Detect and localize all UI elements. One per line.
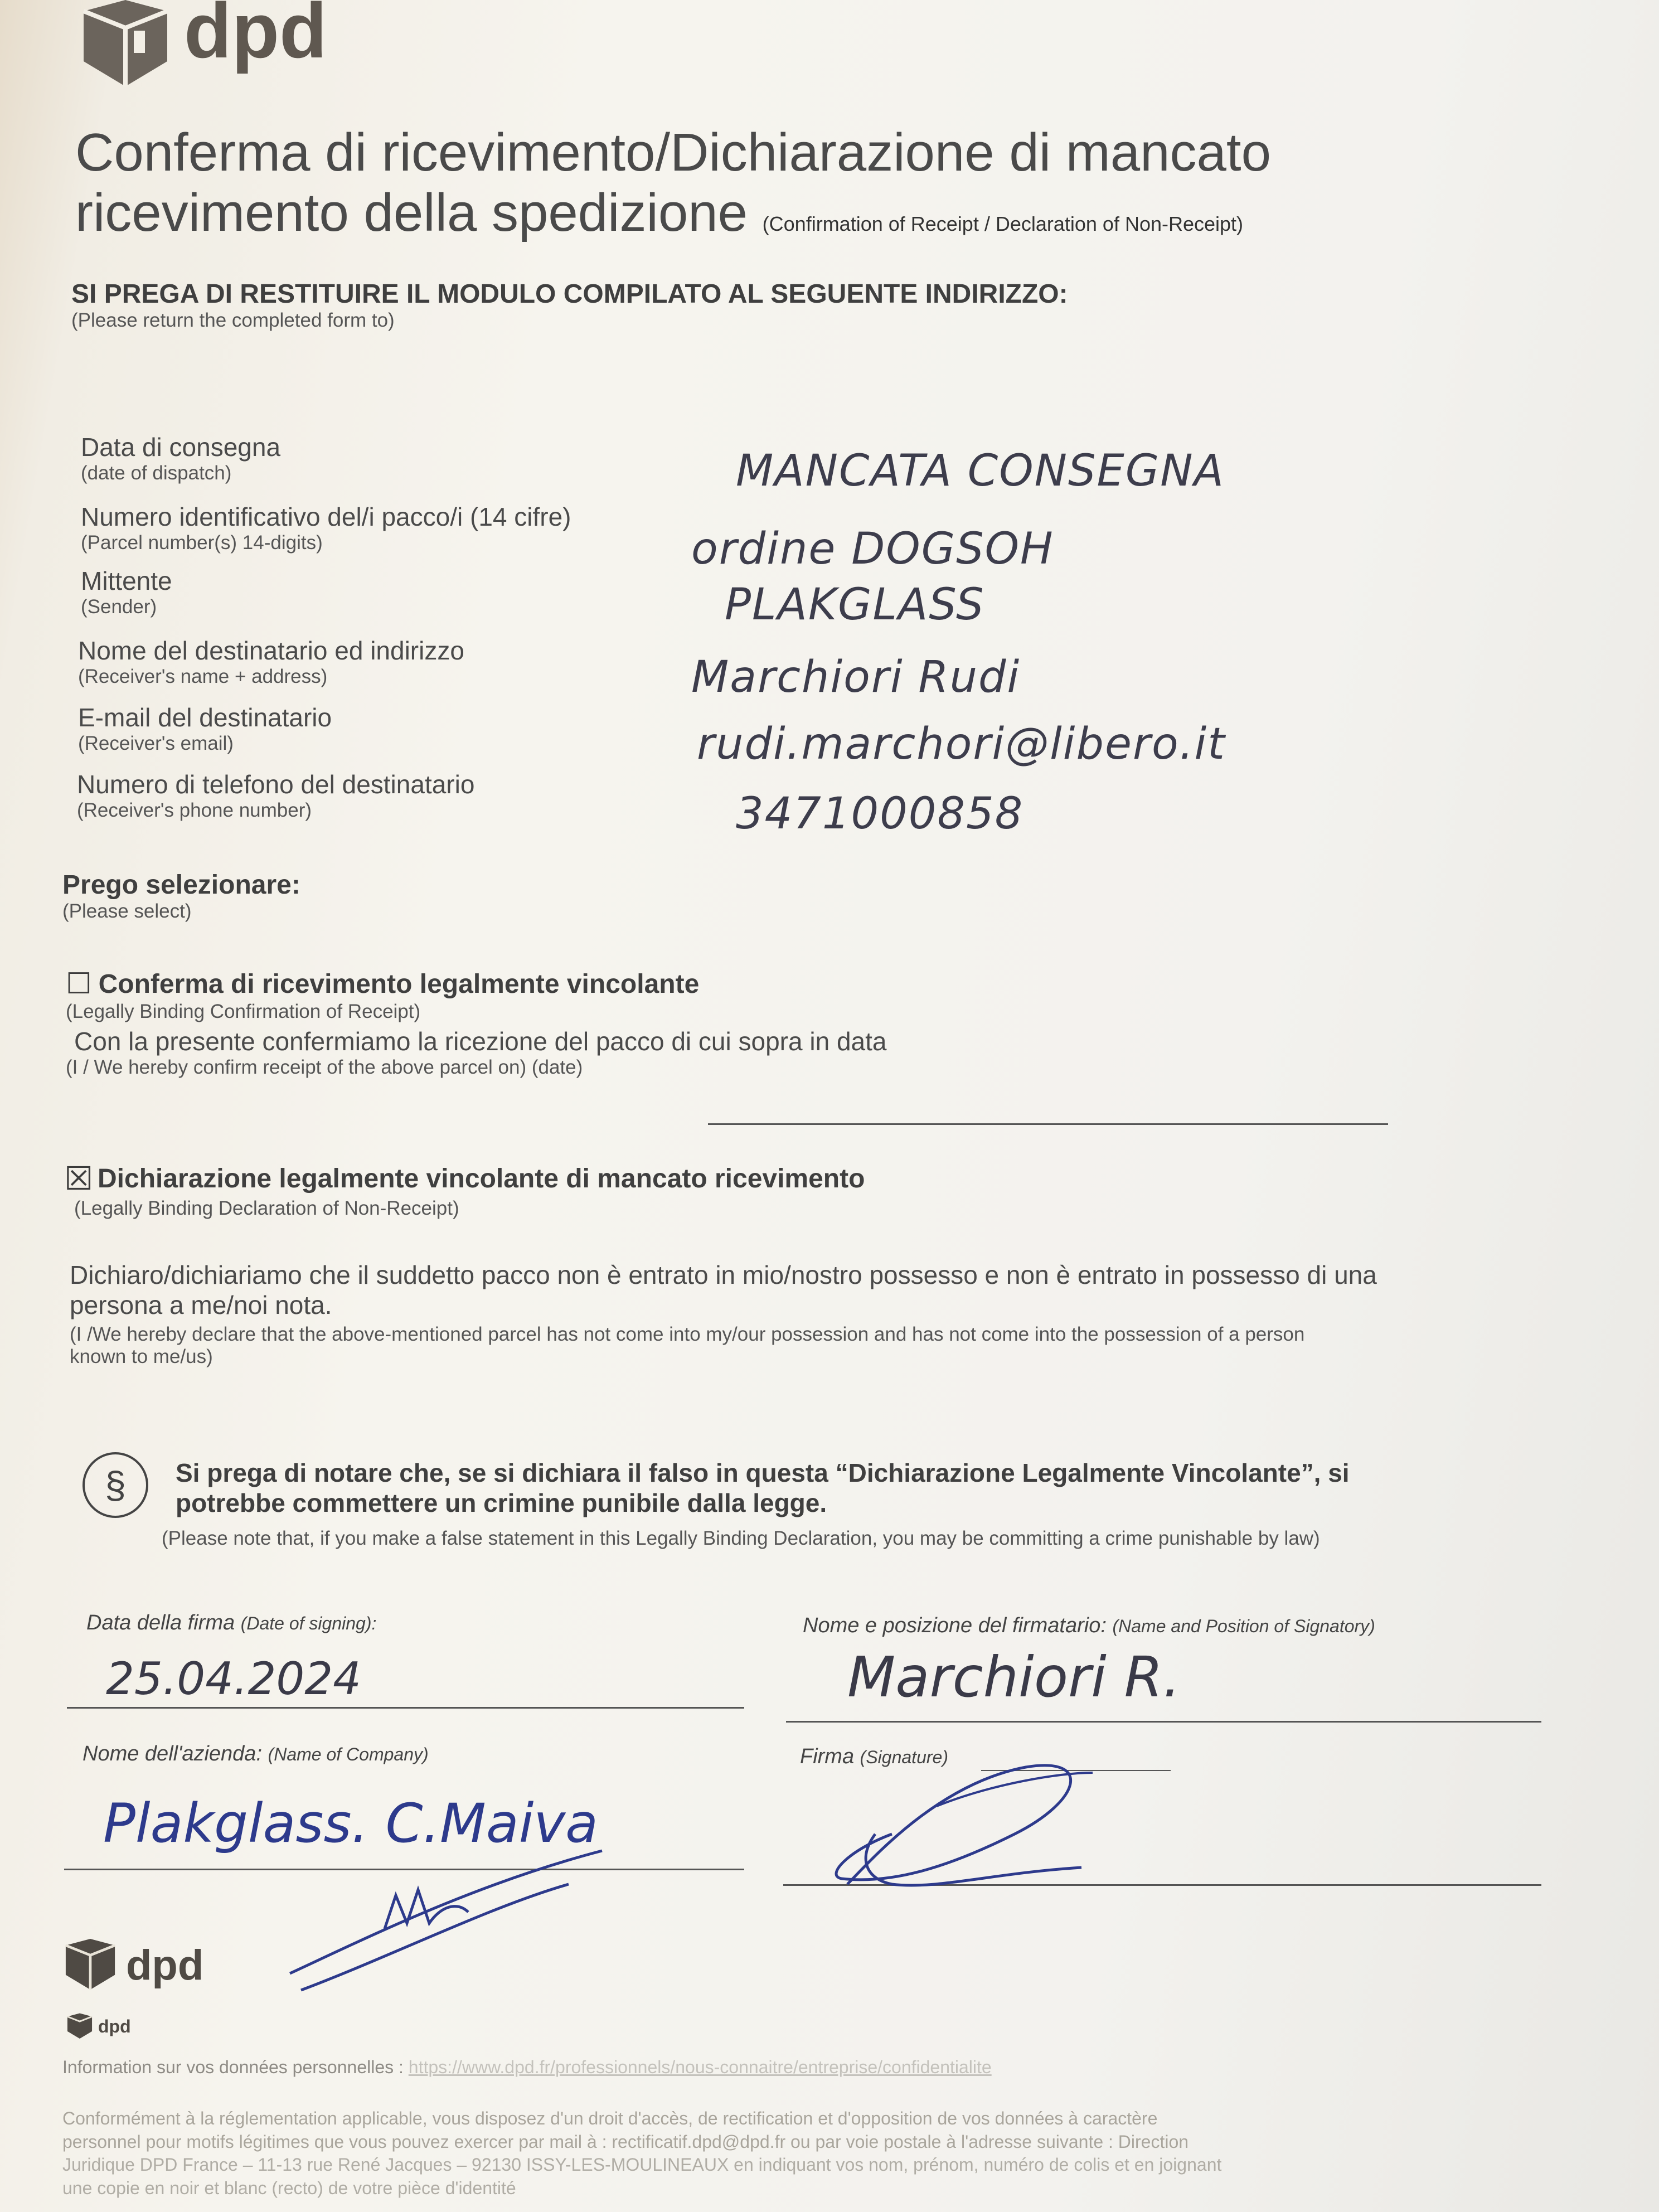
company-stamp-scribble — [279, 1840, 624, 2007]
field-translation: (date of dispatch) — [81, 462, 232, 484]
title-line1: Conferma di ricevimento/Dichiarazione di mancato — [75, 123, 1271, 182]
declaration-translation2: known to me/us) — [70, 1346, 213, 1367]
dpd-cube-icon — [62, 1937, 118, 1993]
select-section — [62, 870, 300, 923]
return-note — [71, 279, 1068, 332]
option-receipt-text-translation: (I / We hereby confirm receipt of the above parcel on) (date) — [66, 1056, 583, 1078]
field-value-receiver: Marchiori Rudi — [691, 652, 1021, 702]
footer-logo — [62, 1937, 203, 1993]
field-receiver-phone — [77, 769, 474, 822]
date-label-en: (Date of signing): — [240, 1613, 377, 1633]
option-nonreceipt-title: Dichiarazione legalmente vincolante di mancato ricevimento — [98, 1163, 865, 1194]
dpd-logo — [78, 0, 327, 89]
legal-line3: Juridique DPD France – 11-13 rue René Jacques – 92130 ISSY-LES-MOULINEAUX en indiquant vos nom, prénom, numéro de colis et en joignant — [62, 2155, 1222, 2175]
signatory-label-en: (Name and Position of Signatory) — [1112, 1616, 1375, 1636]
receipt-date-line[interactable] — [708, 1123, 1388, 1125]
field-sender — [81, 566, 172, 618]
field-receiver-email — [78, 702, 332, 755]
footer-privacy — [62, 2057, 992, 2078]
field-label: Nome del destinatario ed indirizzo — [78, 636, 464, 665]
title-line2 — [75, 183, 1580, 243]
declaration-line2: persona a me/noi nota. — [70, 1291, 332, 1320]
field-translation: (Receiver's phone number) — [77, 799, 312, 821]
field-translation: (Receiver's name + address) — [78, 666, 328, 687]
option-receipt-text: Con la presente confermiamo la ricezione del pacco di cui sopra in data — [74, 1027, 887, 1056]
company-value: Plakglass. C.Maiva — [103, 1792, 598, 1855]
date-of-signing-value: 25.04.2024 — [106, 1653, 362, 1705]
footer-small-brand: dpd — [98, 2016, 131, 2036]
company-label-text: Nome dell'azienda: — [83, 1742, 262, 1765]
field-value-parcel: ordine DOGSOH — [691, 524, 1054, 574]
warning-symbol — [83, 1452, 148, 1518]
company-label-en: (Name of Company) — [268, 1744, 429, 1764]
signatory-label — [803, 1614, 1375, 1638]
field-translation: (Sender) — [81, 596, 157, 618]
option-nonreceipt[interactable] — [64, 1160, 865, 1220]
field-label: E-mail del destinatario — [78, 703, 332, 732]
warning-translation: (Please note that, if you make a false statement in this Legally Binding Declaration, you may be committing a crime punishable by law) — [162, 1527, 1320, 1549]
select-heading: Prego selezionare: — [62, 870, 300, 900]
dpd-brand-text: dpd — [184, 0, 327, 74]
declaration-line1: Dichiaro/dichiariamo che il suddetto pacco non è entrato in mio/nostro possesso e non è entrato in possesso di una — [70, 1260, 1377, 1289]
field-value-email: rudi.marchori@libero.it — [697, 719, 1226, 769]
title-translation: (Confirmation of Receipt / Declaration of Non-Receipt) — [762, 212, 1244, 235]
checkbox-receipt[interactable]: ☐ — [66, 968, 92, 1000]
legal-line2: personnel pour motifs légitimes que vous pouvez exercer par mail à : rectificatif.dpd@dpd.fr ou par voie postale à l'adresse suivante : Direction — [62, 2131, 1189, 2152]
signature-label-text: Firma — [800, 1745, 855, 1768]
page-title — [75, 123, 1580, 242]
field-label: Numero identificativo del/i pacco/i (14 cifre) — [81, 502, 571, 531]
footer-legal — [62, 2107, 1634, 2200]
field-translation: (Receiver's email) — [78, 733, 234, 754]
field-value-delivery: MANCATA CONSEGNA — [736, 446, 1225, 496]
select-translation: (Please select) — [62, 900, 192, 922]
legal-line4: une copie en noir et blanc (recto) de votre pièce d'identité — [62, 2177, 516, 2198]
legal-line1: Conformément à la réglementation applicable, vous disposez d'un droit d'accès, de rectification et d'opposition de vos données à caractère — [62, 2108, 1158, 2128]
option-receipt-title: Conferma di ricevimento legalmente vincolante — [98, 969, 700, 999]
privacy-link[interactable]: https://www.dpd.fr/professionnels/nous-connaitre/entreprise/confidentialite — [408, 2057, 992, 2077]
field-value-sender: PLAKGLASS — [725, 580, 985, 630]
warning-text — [176, 1458, 1614, 1518]
field-translation: (Parcel number(s) 14-digits) — [81, 532, 323, 554]
field-value-phone: 3471000858 — [736, 789, 1024, 839]
field-delivery-date — [81, 432, 280, 484]
warning-line1: Si prega di notare che, se si dichiara il falso in questa “Dichiarazione Legalmente Vincolante”, si — [176, 1458, 1350, 1487]
title-line2-text: ricevimento della spedizione — [75, 182, 748, 242]
declaration — [70, 1260, 1608, 1368]
checkbox-nonreceipt[interactable]: ☒ — [64, 1161, 93, 1197]
signatory-line[interactable] — [786, 1721, 1541, 1723]
signature-scribble — [825, 1750, 1115, 1918]
signatory-value: Marchiori R. — [847, 1645, 1181, 1710]
date-label: Data della firma — [86, 1611, 235, 1634]
dpd-cube-icon — [66, 2012, 94, 2040]
privacy-label: Information sur vos données personnelles : — [62, 2057, 404, 2077]
warning-line2: potrebbe commettere un crimine punibile dalla legge. — [176, 1488, 827, 1517]
footer-small-logo — [66, 2012, 131, 2040]
field-receiver-name — [78, 636, 464, 688]
declaration-translation1: (I /We hereby declare that the above-mentioned parcel has not come into my/our possession and has not come into the possession of a person — [70, 1323, 1305, 1345]
field-label: Numero di telefono del destinatario — [77, 770, 475, 799]
company-label — [83, 1742, 429, 1766]
date-of-signing-line[interactable] — [67, 1707, 744, 1709]
section-icon: § — [105, 1464, 126, 1506]
signature-label-en: (Signature) — [860, 1747, 948, 1767]
option-receipt[interactable] — [66, 967, 886, 1079]
field-label: Data di consegna — [81, 433, 281, 462]
option-receipt-translation: (Legally Binding Confirmation of Receipt) — [66, 1001, 421, 1022]
footer-brand: dpd — [126, 1941, 204, 1989]
date-of-signing-label — [86, 1611, 376, 1635]
option-nonreceipt-translation: (Legally Binding Declaration of Non-Receipt) — [74, 1197, 459, 1219]
field-label: Mittente — [81, 566, 172, 595]
field-parcel-number — [81, 502, 571, 554]
return-translation: (Please return the completed form to) — [71, 309, 395, 331]
return-heading: SI PREGA DI RESTITUIRE IL MODULO COMPILATO AL SEGUENTE INDIRIZZO: — [71, 279, 1068, 309]
dpd-cube-icon — [78, 0, 173, 89]
signatory-label-text: Nome e posizione del firmatario: — [803, 1614, 1107, 1637]
